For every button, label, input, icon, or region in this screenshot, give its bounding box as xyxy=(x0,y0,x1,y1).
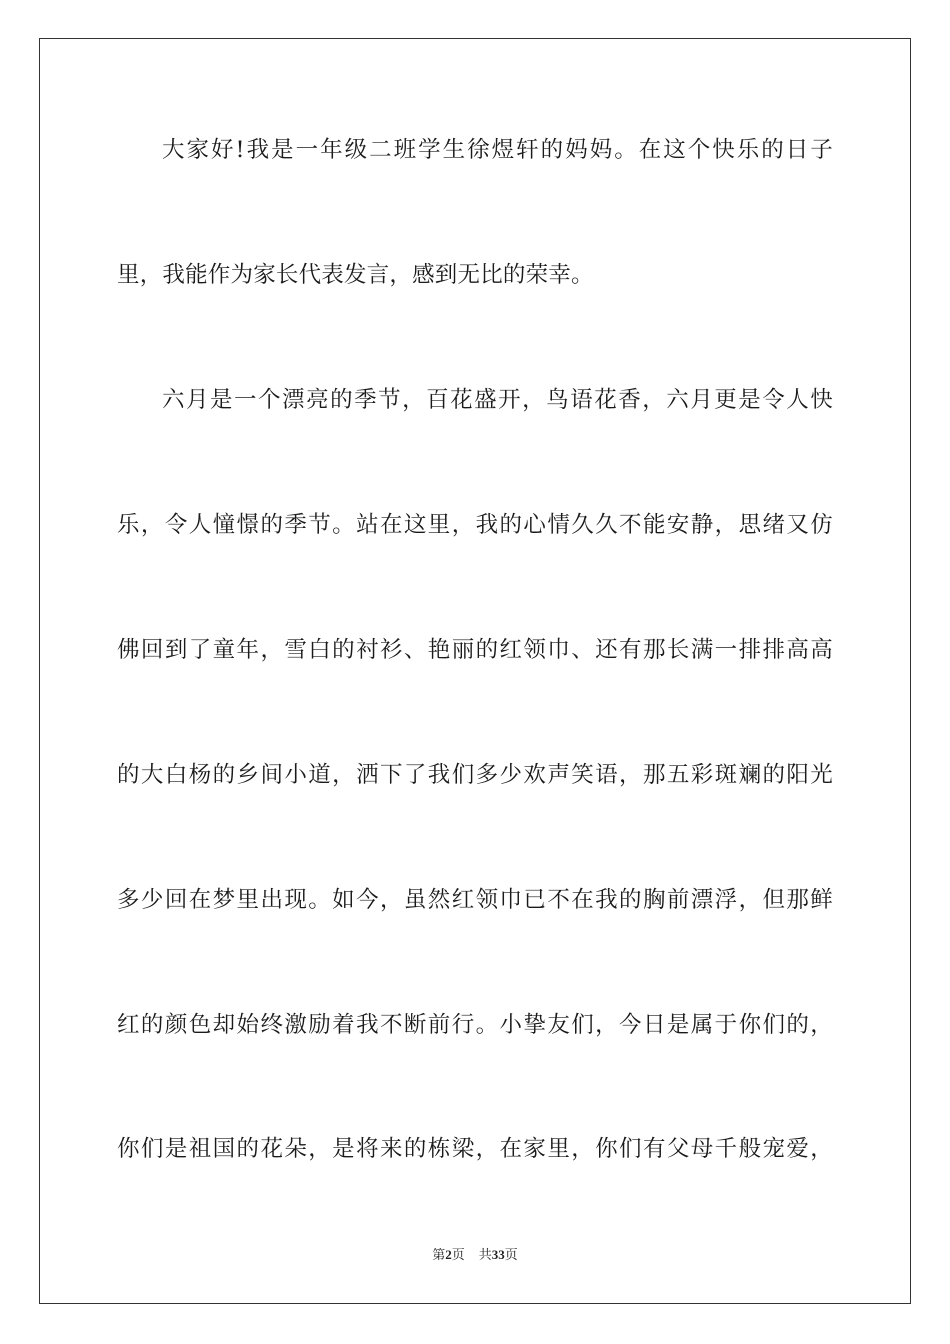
page-suffix: 页 xyxy=(451,1248,465,1263)
paragraph-2-line-5: 多少回在梦里出现。如今，虽然红领巾已不在我的胸前漂浮，但那鲜 xyxy=(117,887,833,913)
paragraph-2-line-3: 佛回到了童年，雪白的衬衫、艳丽的红领巾、还有那长满一排排高高 xyxy=(117,637,833,663)
page-number: 2 xyxy=(445,1247,452,1262)
paragraph-2-line-4: 的大白杨的乡间小道，洒下了我们多少欢声笑语，那五彩斑斓的阳光 xyxy=(117,762,833,788)
paragraph-1-line-1: 大家好!我是一年级二班学生徐煜轩的妈妈。在这个快乐的日子 xyxy=(162,137,833,163)
paragraph-2-line-1: 六月是一个漂亮的季节，百花盛开，鸟语花香，六月更是令人快 xyxy=(162,387,833,413)
total-pages: 33 xyxy=(491,1247,505,1262)
total-prefix: 共 xyxy=(478,1248,492,1263)
paragraph-2-line-6: 红的颜色却始终激励着我不断前行。小挚友们，今日是属于你们的， xyxy=(117,1012,833,1038)
paragraph-2-line-7: 你们是祖国的花朵，是将来的栋梁，在家里，你们有父母千般宠爱， xyxy=(117,1136,833,1162)
page-prefix: 第 xyxy=(432,1248,446,1263)
paragraph-1-line-2: 里，我能作为家长代表发言，感到无比的荣幸。 xyxy=(117,262,594,288)
total-suffix: 页 xyxy=(504,1248,518,1263)
paragraph-2-line-2: 乐，令人憧憬的季节。站在这里，我的心情久久不能安静，思绪又仿 xyxy=(117,512,833,538)
page-border xyxy=(39,38,911,1304)
page-footer xyxy=(0,1246,950,1265)
